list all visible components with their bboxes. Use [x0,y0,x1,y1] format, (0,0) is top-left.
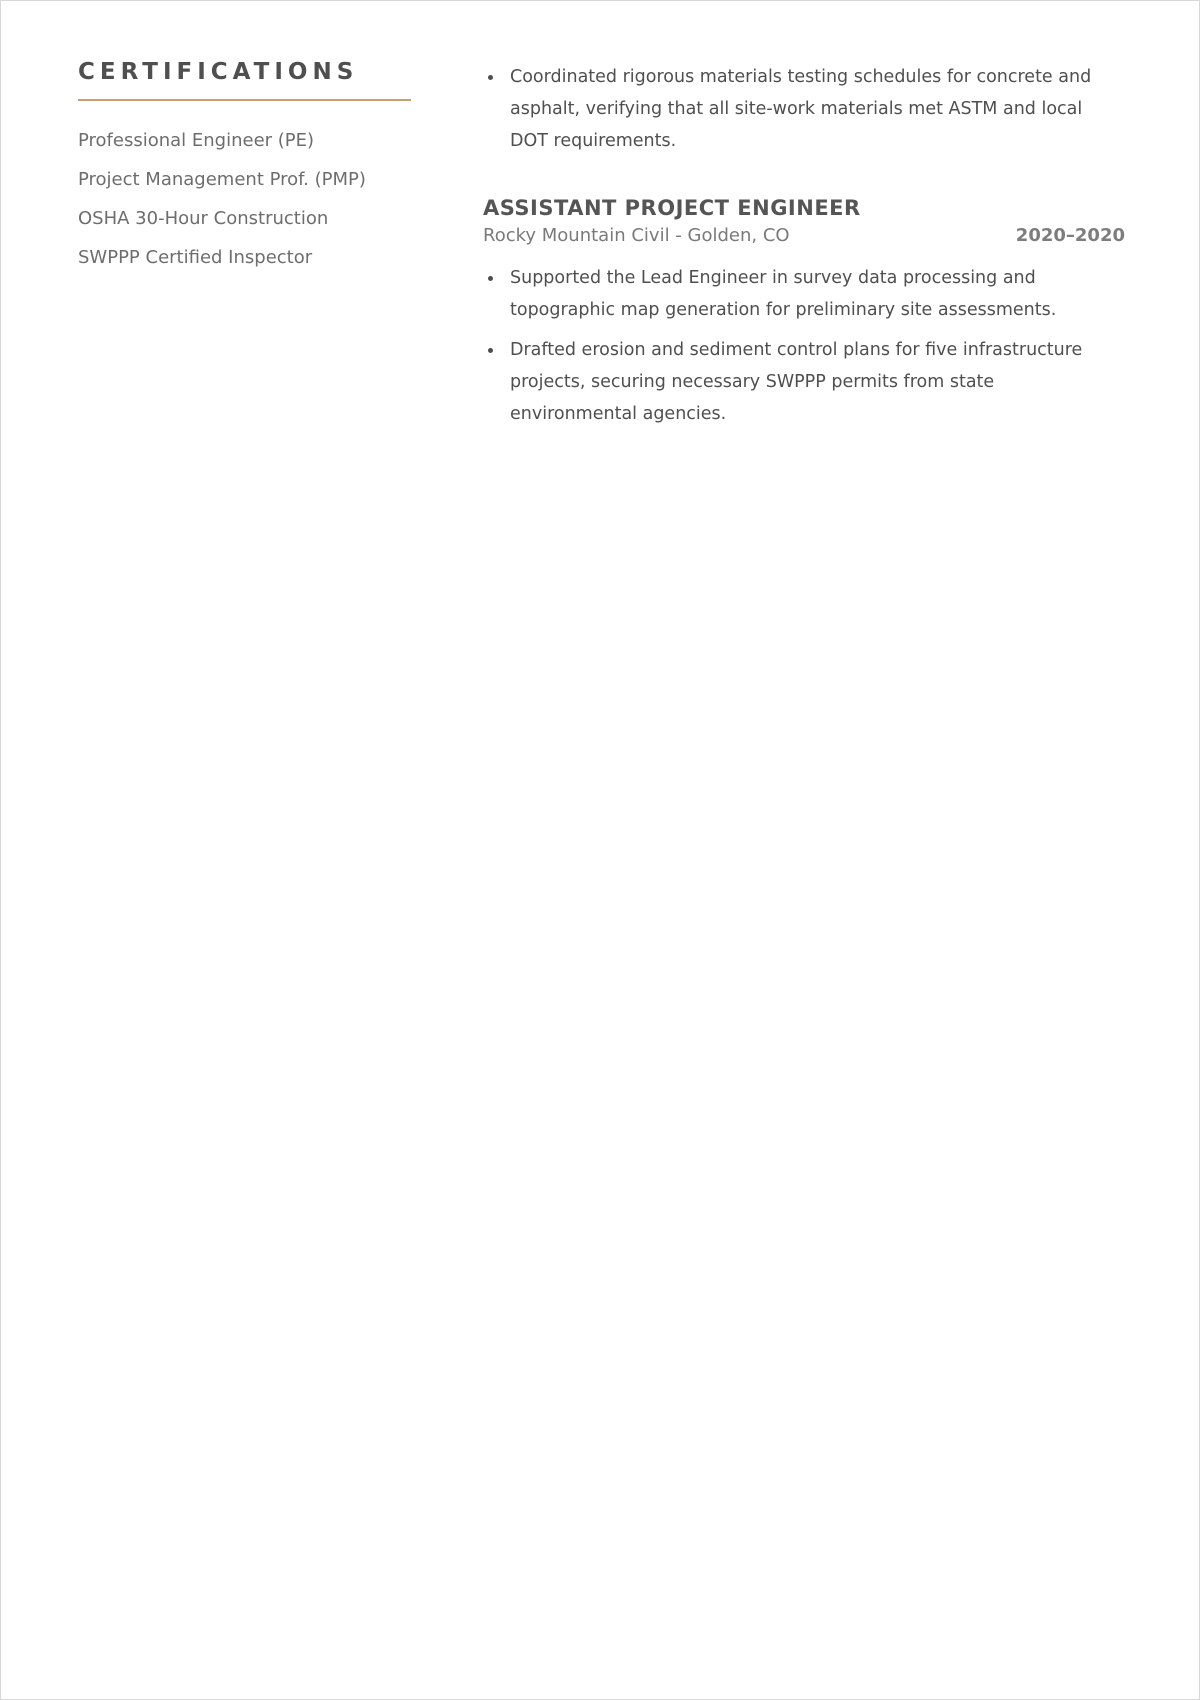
job-meta [483,224,1125,248]
previous-job-bullets [483,61,1125,157]
bullet-dot-icon [488,276,493,281]
bullet-dot-icon [488,75,493,80]
left-column [78,57,411,285]
job-bullets [483,262,1125,430]
certification-item: OSHA 30-Hour Construction [78,208,329,229]
certification-item: Project Management Prof. (PMP) [78,169,366,190]
heading-divider [78,99,411,101]
bullet-text: Coordinated rigorous materials testing schedules for concrete and asphalt, verifying that all site-work materials met ASTM and local DOT requirements. [510,67,1092,151]
job-dates: 2020–2020 [1015,225,1125,246]
job-title: ASSISTANT PROJECT ENGINEER [483,196,861,220]
certification-item: SWPPP Certified Inspector [78,247,313,268]
job-entry [483,195,1125,430]
bullet-text: Supported the Lead Engineer in survey data processing and topographic map generation for preliminary site assessments. [510,268,1057,320]
right-column [483,61,1125,438]
bullet-text: Drafted erosion and sediment control plans for five infrastructure projects, securing necessary SWPPP permits from state environmental agencies. [510,340,1083,424]
job-company: Rocky Mountain Civil - Golden, CO [483,225,790,246]
certifications-list [78,129,411,270]
certification-item: Professional Engineer (PE) [78,130,315,151]
bullet-dot-icon [488,348,493,353]
bullet-item [483,262,1125,326]
bullet-item [483,334,1125,430]
certifications-heading: CERTIFICATIONS [78,59,359,85]
bullet-item [483,61,1125,157]
